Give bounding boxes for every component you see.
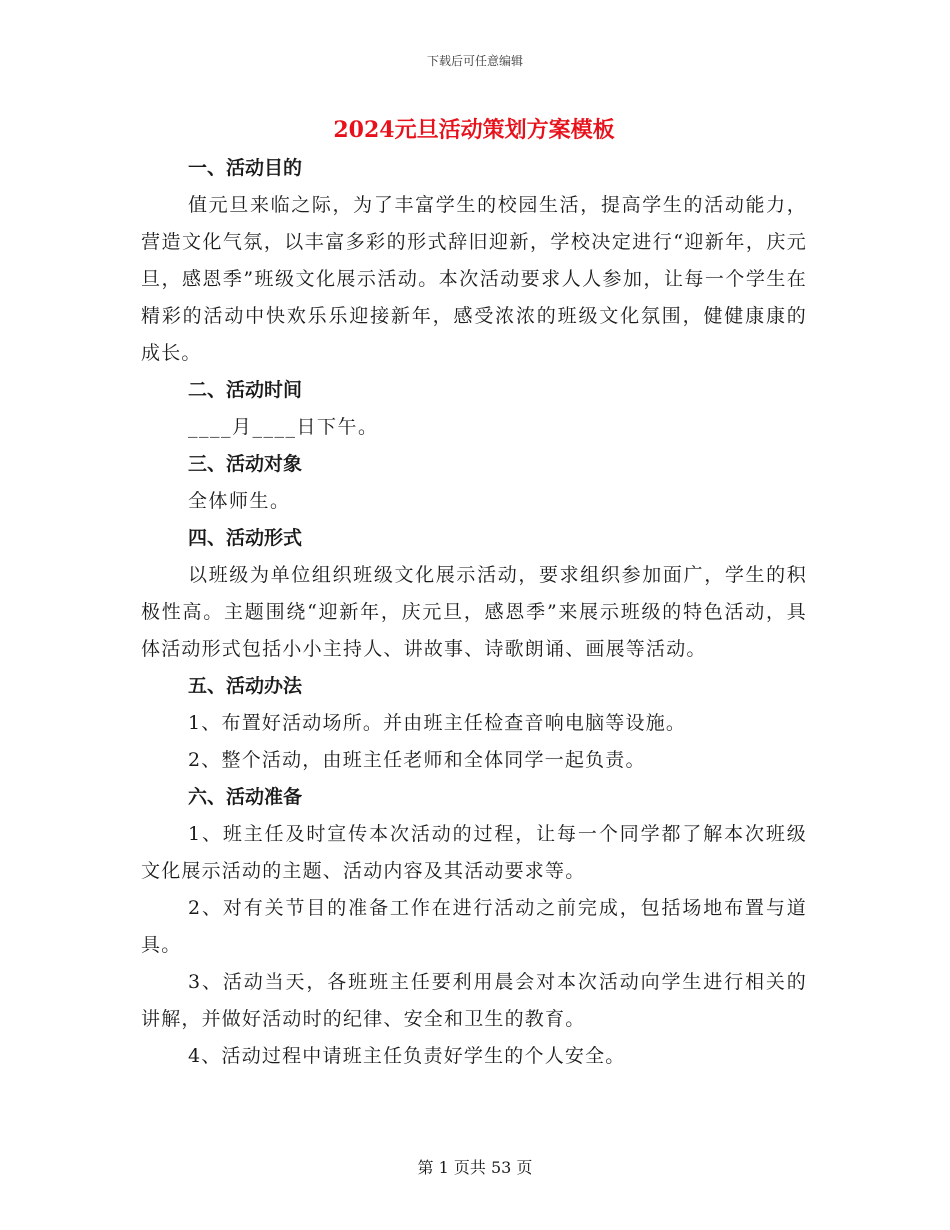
section-paragraph: 以班级为单位组织班级文化展示活动，要求组织参加面广，学生的积极性高。主题围绕“迎新年，庆元旦，感恩季”来展示班级的特色活动，具体活动形式包括小小主持人、讲故事、诗歌朗诵、画展等活动。 bbox=[141, 564, 807, 660]
section-heading: 六、活动准备 bbox=[188, 786, 303, 808]
section-paragraph: 1、班主任及时宣传本次活动的过程，让每一个同学都了解本次班级文化展示活动的主题、活动内容及其活动要求等。 bbox=[141, 823, 807, 882]
section-paragraph: 值元旦来临之际，为了丰富学生的校园生活，提高学生的活动能力，营造文化气氛，以丰富多彩的形式辞旧迎新，学校决定进行“迎新年，庆元旦，感恩季”班级文化展示活动。本次活动要求人人参加，让每一个学生在精彩的活动中快欢乐乐迎接新年，感受浓浓的班级文化氛围，健健康康的成长。 bbox=[141, 194, 807, 364]
section-paragraph: ____月____日下午。 bbox=[188, 416, 379, 438]
section-paragraph: 1、布置好活动场所。并由班主任检查音响电脑等设施。 bbox=[188, 712, 687, 734]
section-heading: 三、活动对象 bbox=[188, 453, 303, 475]
section-format bbox=[141, 520, 807, 668]
section-paragraph: 2、整个活动，由班主任老师和全体同学一起负责。 bbox=[188, 749, 646, 771]
section-method bbox=[141, 668, 807, 779]
document-body bbox=[141, 112, 807, 1075]
section-audience bbox=[141, 446, 807, 520]
section-paragraph: 3、活动当天，各班班主任要利用晨会对本次活动向学生进行相关的讲解，并做好活动时的纪律、安全和卫生的教育。 bbox=[141, 971, 807, 1030]
section-heading: 二、活动时间 bbox=[188, 379, 303, 401]
section-paragraph: 4、活动过程中请班主任负责好学生的个人安全。 bbox=[188, 1045, 626, 1067]
section-purpose bbox=[141, 150, 807, 372]
section-heading: 五、活动办法 bbox=[188, 675, 303, 697]
section-heading: 一、活动目的 bbox=[188, 157, 303, 179]
section-paragraph: 2、对有关节目的准备工作在进行活动之前完成，包括场地布置与道具。 bbox=[141, 897, 807, 956]
section-preparation bbox=[141, 779, 807, 1075]
document-title: 2024元旦活动策划方案模板 bbox=[333, 117, 615, 143]
section-time bbox=[141, 372, 807, 446]
page-header: 下载后可任意编辑 bbox=[426, 54, 523, 68]
section-paragraph: 全体师生。 bbox=[188, 490, 291, 512]
section-heading: 四、活动形式 bbox=[188, 527, 303, 549]
page-footer: 第 1 页共 53 页 bbox=[417, 1158, 533, 1177]
